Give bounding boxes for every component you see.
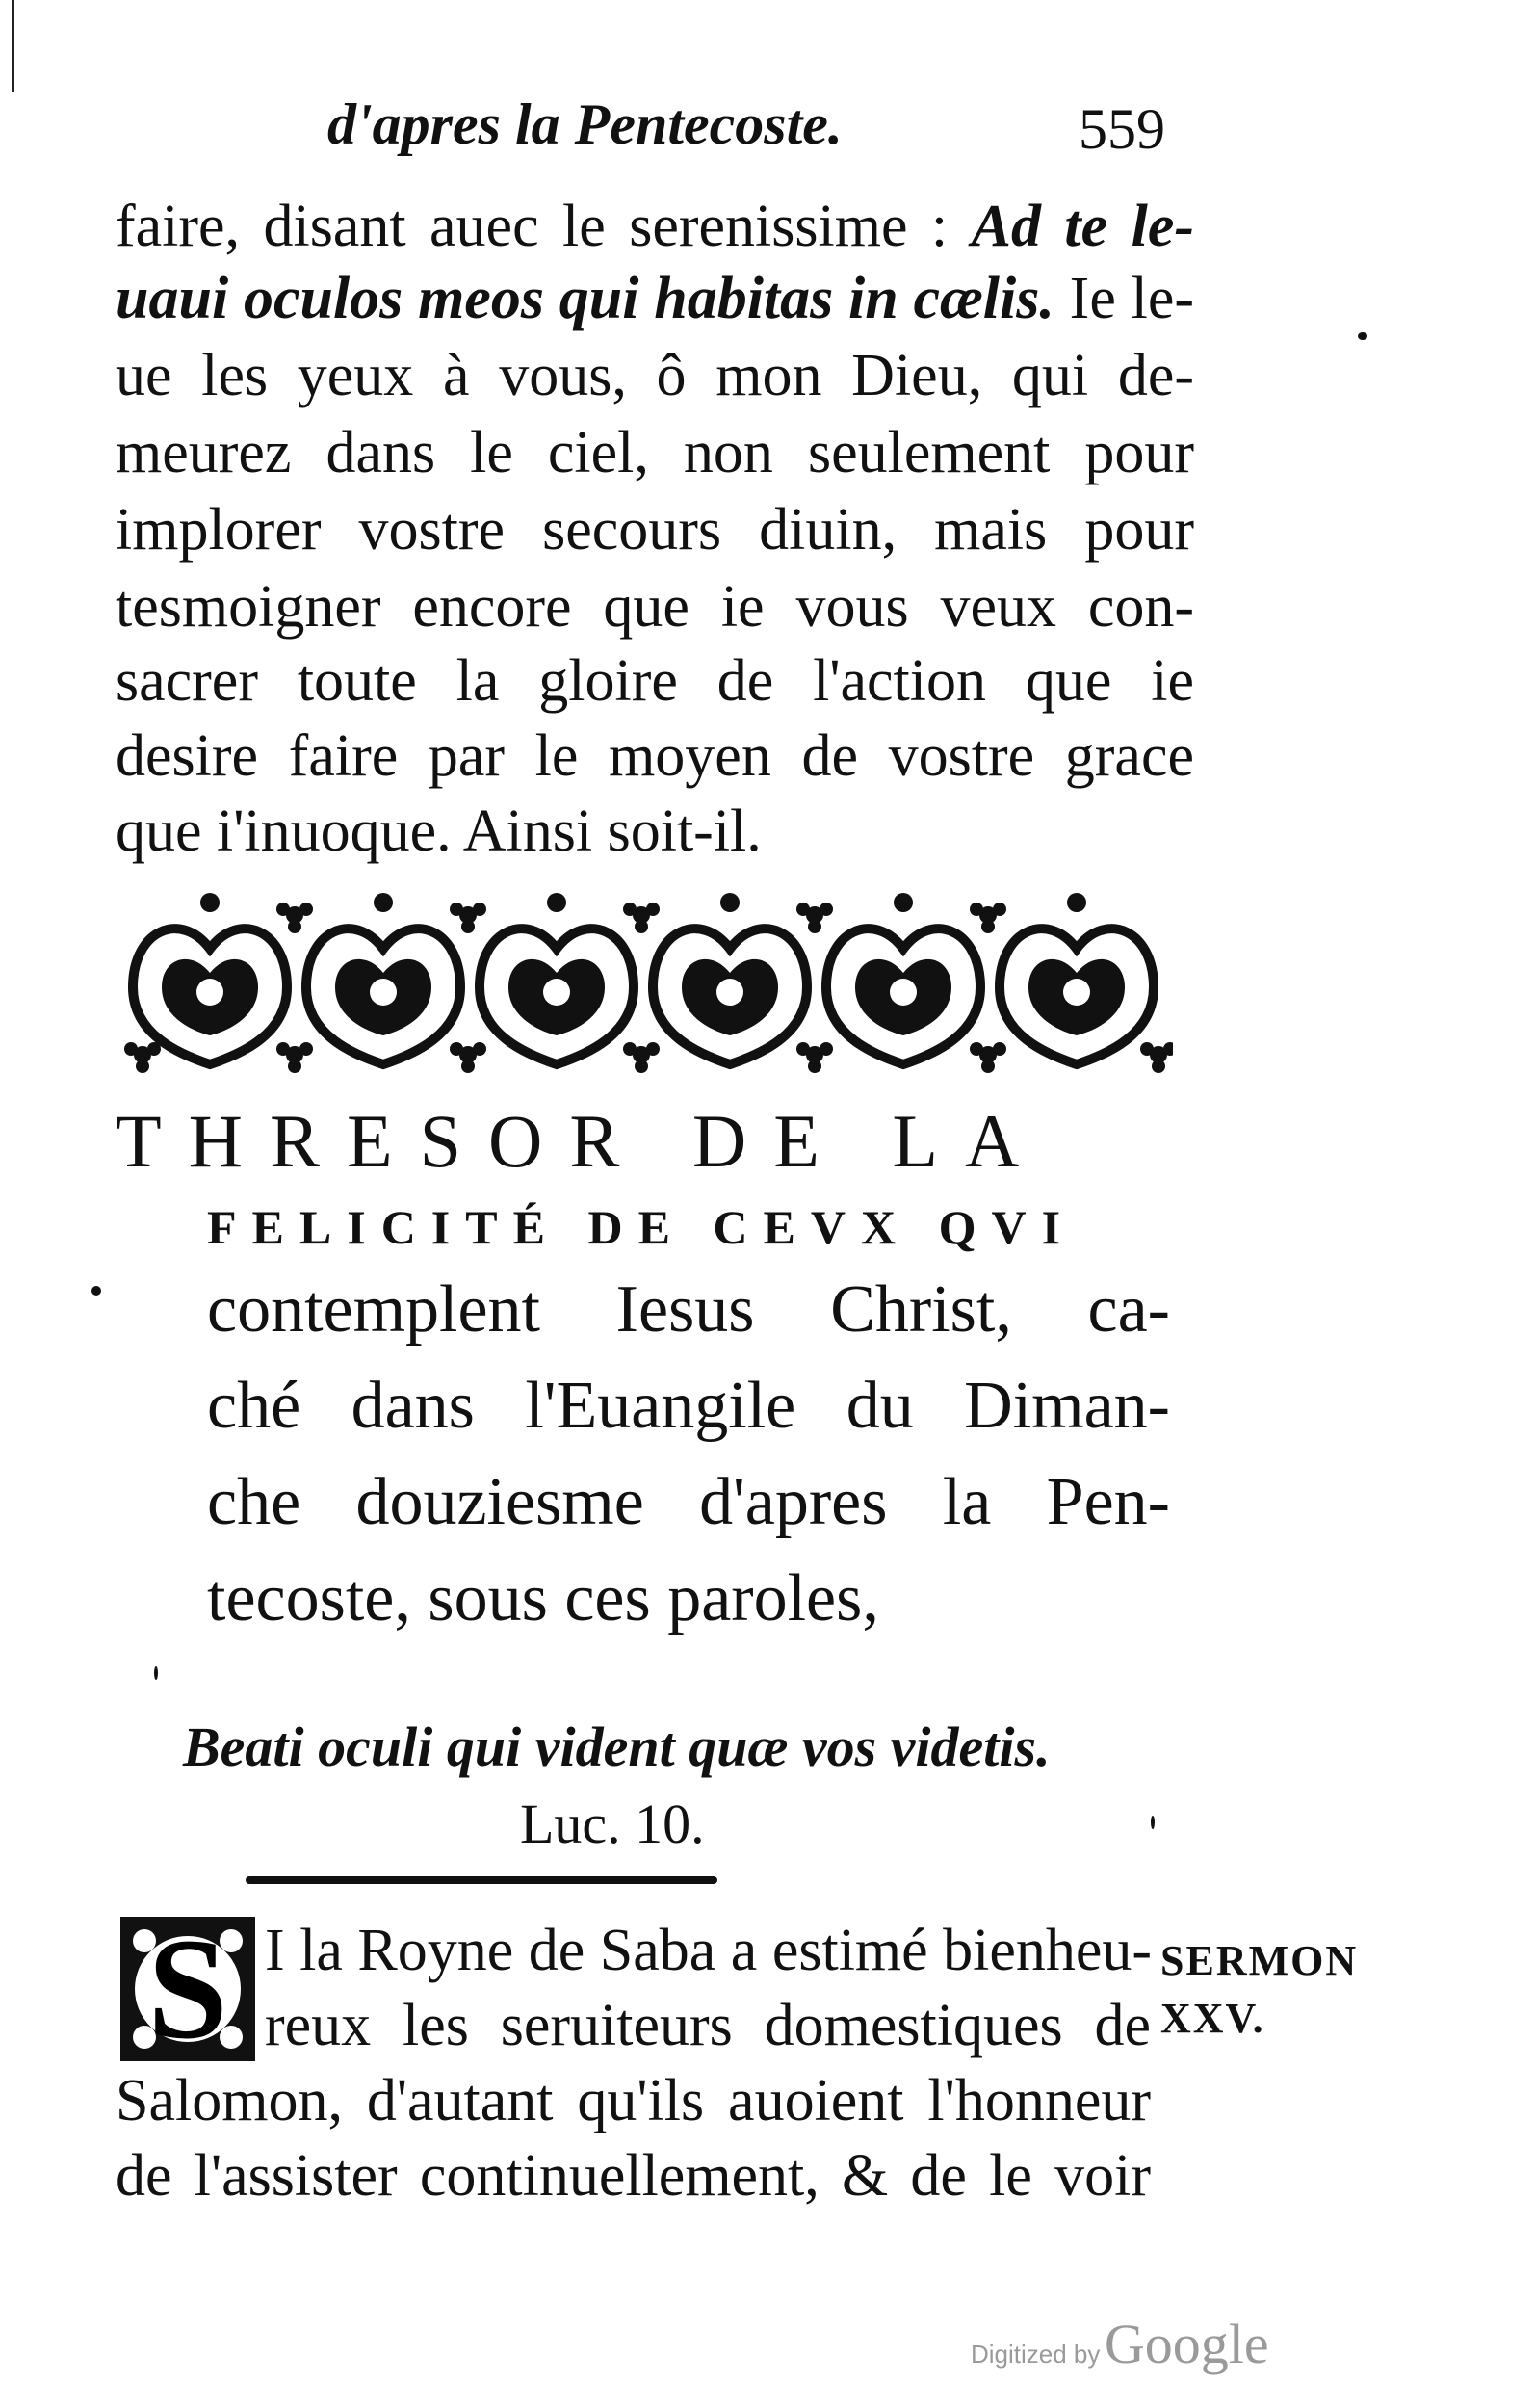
- prayer-line-latin: Ad te le-: [971, 194, 1194, 259]
- prayer-line: ue les yeux à vous, ô mon Dieu, qui de-: [116, 343, 1194, 408]
- sermon-line: Salomon, d'autant qu'ils auoient l'honneur: [116, 2068, 1151, 2133]
- google-logo: Google: [1104, 2313, 1269, 2375]
- page-edge-rule: [12, 0, 14, 92]
- section-rule: [246, 1876, 717, 1884]
- margin-note-sermon: SERMON: [1160, 1937, 1359, 1984]
- prayer-line: que i'inuoque. Ainsi soit-il.: [116, 798, 762, 864]
- section-subtitle-caps: FELICITÉ DE CEVX QVI: [207, 1200, 1077, 1254]
- scripture-reference: Luc. 10.: [520, 1793, 705, 1855]
- section-title: THRESOR DE LA: [116, 1099, 1047, 1183]
- prayer-line: meurez dans le ciel, non seulement pour: [116, 420, 1194, 485]
- page-number: 559: [1079, 97, 1165, 161]
- scripture-quote: Beati oculi qui vident quæ vos videtis.: [183, 1715, 1051, 1778]
- margin-note-number: XXV.: [1160, 1995, 1265, 2042]
- section-subtitle-line: contemplent Iesus Christ, ca-: [207, 1272, 1170, 1347]
- digitized-watermark: [971, 2312, 1269, 2376]
- section-subtitle-line: che douziesme d'apres la Pen-: [207, 1465, 1170, 1539]
- prayer-line: implorer vostre secours diuin, mais pour: [116, 497, 1194, 563]
- prayer-line-text: Ie le-: [1069, 266, 1194, 331]
- scan-speck: [1358, 332, 1367, 340]
- section-subtitle-line: tecoste, sous ces paroles,: [207, 1561, 879, 1636]
- prayer-line: desire faire par le moyen de vostre grace: [116, 723, 1194, 789]
- drop-cap: [120, 1909, 255, 2069]
- scan-speck: [1151, 1816, 1155, 1829]
- running-head: d'apres la Pentecoste.: [327, 92, 843, 156]
- section-subtitle-line: ché dans l'Euangile du Diman-: [207, 1369, 1170, 1443]
- prayer-line: sacrer toute la gloire de l'action que ie: [116, 648, 1194, 714]
- prayer-line-text: faire, disant auec le serenissime :: [116, 194, 949, 259]
- scan-speck: [91, 1286, 101, 1296]
- watermark-prefix: Digitized by: [971, 2340, 1101, 2369]
- sermon-line: I la Royne de Saba a estimé bienheu-: [265, 1918, 1153, 1983]
- prayer-line: [116, 193, 1194, 261]
- ornament-band: [123, 886, 1173, 1079]
- prayer-line: [116, 265, 1194, 333]
- sermon-line: reux les seruiteurs domestiques de: [265, 1993, 1151, 2058]
- prayer-line: tesmoigner encore que ie vous veux con-: [116, 574, 1194, 640]
- sermon-line: de l'assister continuellement, & de le voir: [116, 2143, 1151, 2209]
- drop-cap-letter: S: [147, 1909, 228, 2069]
- scan-speck: [154, 1666, 158, 1680]
- prayer-line-latin: uaui oculos meos qui habitas in cælis.: [116, 266, 1054, 331]
